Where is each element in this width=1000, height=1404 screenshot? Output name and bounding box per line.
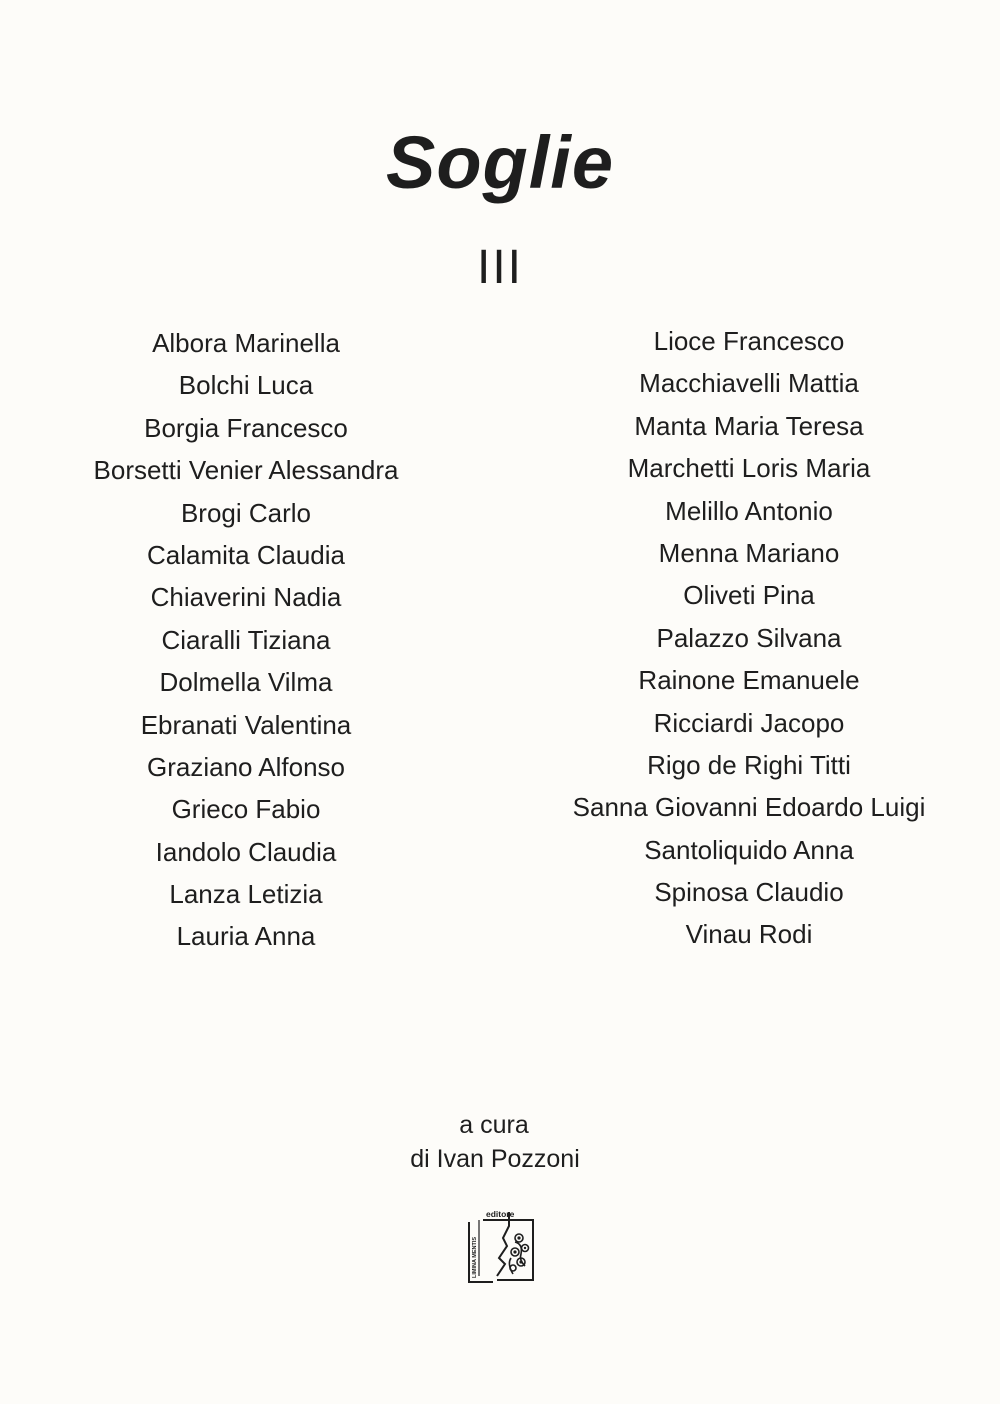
author-name: Spinosa Claudio bbox=[654, 877, 844, 908]
author-name: Manta Maria Teresa bbox=[634, 410, 864, 441]
author-name: Grieco Fabio bbox=[171, 794, 321, 825]
author-name: Rigo de Righi Titti bbox=[647, 749, 851, 780]
author-name: Palazzo Silvana bbox=[656, 622, 842, 653]
author-name: Vinau Rodi bbox=[685, 919, 813, 950]
author-name: Lioce Francesco bbox=[653, 326, 845, 356]
author-name: Macchiavelli Mattia bbox=[639, 368, 859, 399]
author-name: Bolchi Luca bbox=[178, 370, 314, 401]
editor-credit bbox=[0, 1108, 1000, 1176]
svg-text:LIMINA MENTIS: LIMINA MENTIS bbox=[472, 1236, 478, 1278]
author-name: Melillo Antonio bbox=[665, 495, 833, 526]
book-title: Soglie bbox=[385, 121, 615, 204]
author-name: Oliveti Pina bbox=[683, 580, 815, 611]
author-name: Menna Mariano bbox=[658, 537, 840, 568]
author-name: Brogi Carlo bbox=[180, 497, 312, 528]
author-name: Lauria Anna bbox=[176, 921, 316, 952]
author-name: Santoliquido Anna bbox=[644, 834, 854, 865]
author-name: Iandolo Claudia bbox=[155, 836, 337, 867]
author-name: Calamita Claudia bbox=[147, 539, 345, 570]
author-name: Ciaralli Tiziana bbox=[161, 624, 331, 655]
volume-number: III bbox=[476, 241, 523, 294]
editor-credit-line-1: a cura bbox=[459, 1111, 529, 1139]
author-name: Rainone Emanuele bbox=[638, 665, 860, 696]
author-name: Borsetti Venier Alessandra bbox=[93, 455, 399, 486]
svg-text:editore: editore bbox=[486, 1209, 515, 1219]
publisher-logo-icon bbox=[463, 1208, 535, 1286]
author-name: Dolmella Vilma bbox=[159, 667, 333, 698]
author-name: Sanna Giovanni Edoardo Luigi bbox=[572, 792, 926, 823]
author-name: Lanza Letizia bbox=[169, 879, 323, 910]
author-name: Ricciardi Jacopo bbox=[653, 707, 845, 738]
author-name: Marchetti Loris Maria bbox=[627, 453, 871, 484]
author-name: Graziano Alfonso bbox=[146, 751, 345, 782]
author-name: Albora Marinella bbox=[152, 328, 340, 358]
editor-credit-line-2: di Ivan Pozzoni bbox=[410, 1145, 580, 1173]
authors-list-left bbox=[56, 322, 436, 958]
author-name: Ebranati Valentina bbox=[140, 709, 352, 740]
author-name: Chiaverini Nadia bbox=[150, 582, 342, 613]
author-name: Borgia Francesco bbox=[144, 412, 348, 443]
authors-list-right bbox=[559, 320, 939, 956]
